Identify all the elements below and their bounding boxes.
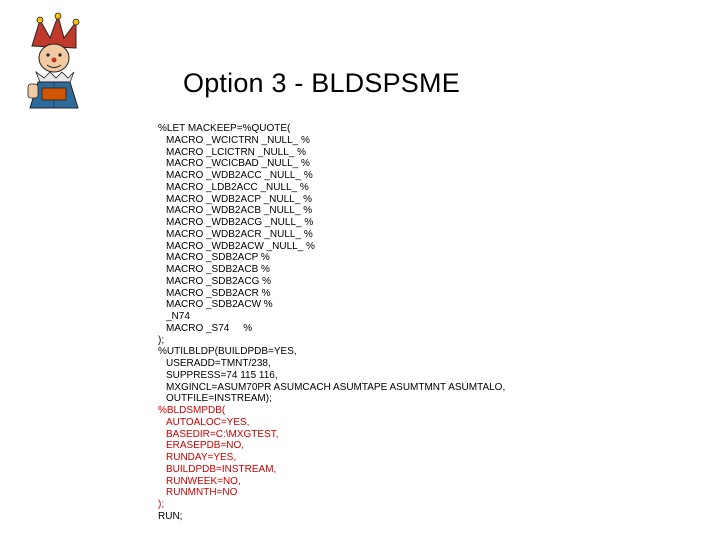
code-line: RUNWEEK=NO,	[166, 475, 241, 487]
code-line: %BLDSMPDB(	[158, 405, 226, 416]
code-line: MXGINCL=ASUM70PR ASUMCACH ASUMTAPE ASUMTMNT ASUMTALO,	[166, 381, 506, 393]
code-line: OUTFILE=INSTREAM);	[166, 393, 272, 405]
jester-clown-icon	[18, 12, 90, 112]
code-line: MACRO _WDB2ACW _NULL_ %	[166, 240, 315, 252]
code-line: );	[158, 499, 165, 510]
code-line: MACRO _WDB2ACR _NULL_ %	[166, 228, 313, 240]
code-line: MACRO _WCICBAD _NULL_ %	[166, 158, 310, 170]
code-line: MACRO _SDB2ACB %	[166, 264, 270, 275]
page-title: Option 3 - BLDSPSME	[183, 68, 460, 98]
code-line: BUILDPDB=INSTREAM,	[166, 463, 277, 475]
code-line: MACRO _WDB2ACB _NULL_ %	[166, 205, 313, 217]
code-line: RUN;	[158, 510, 183, 522]
code-line: MACRO _SDB2ACR %	[166, 287, 271, 299]
code-line: MACRO _WCICTRN _NULL_ %	[166, 134, 310, 146]
code-line: MACRO _LCICTRN _NULL_ %	[166, 146, 307, 158]
code-line: );	[158, 334, 165, 346]
code-line: MACRO _WDB2ACG _NULL_ %	[166, 217, 314, 228]
code-line: RUNMNTH=NO	[166, 487, 238, 499]
code-line: %LET MACKEEP=%QUOTE(	[158, 123, 291, 134]
code-line: MACRO _WDB2ACP _NULL_ %	[166, 193, 312, 205]
code-block	[158, 123, 698, 523]
code-line: USERADD=TMNT/238,	[166, 358, 271, 369]
code-line: MACRO _SDB2ACG %	[166, 275, 272, 287]
code-line: ERASEPDB=NO,	[166, 440, 245, 452]
code-line: MACRO _SDB2ACW %	[166, 299, 273, 311]
code-line: AUTOALOC=YES,	[166, 416, 250, 428]
code-line: MACRO _SDB2ACP %	[166, 252, 270, 264]
code-line: BASEDIR=C:\MXGTEST,	[166, 428, 279, 440]
code-line: SUPPRESS=74 115 116,	[166, 369, 278, 381]
code-line: _N74	[166, 311, 190, 322]
code-line: %UTILBLDP(BUILDPDB=YES,	[158, 346, 297, 358]
code-line: MACRO _WDB2ACC _NULL_ %	[166, 170, 313, 181]
code-line: MACRO _LDB2ACC _NULL_ %	[166, 181, 309, 193]
code-line: MACRO _S74 %	[166, 322, 253, 334]
code-line: RUNDAY=YES,	[166, 452, 237, 463]
